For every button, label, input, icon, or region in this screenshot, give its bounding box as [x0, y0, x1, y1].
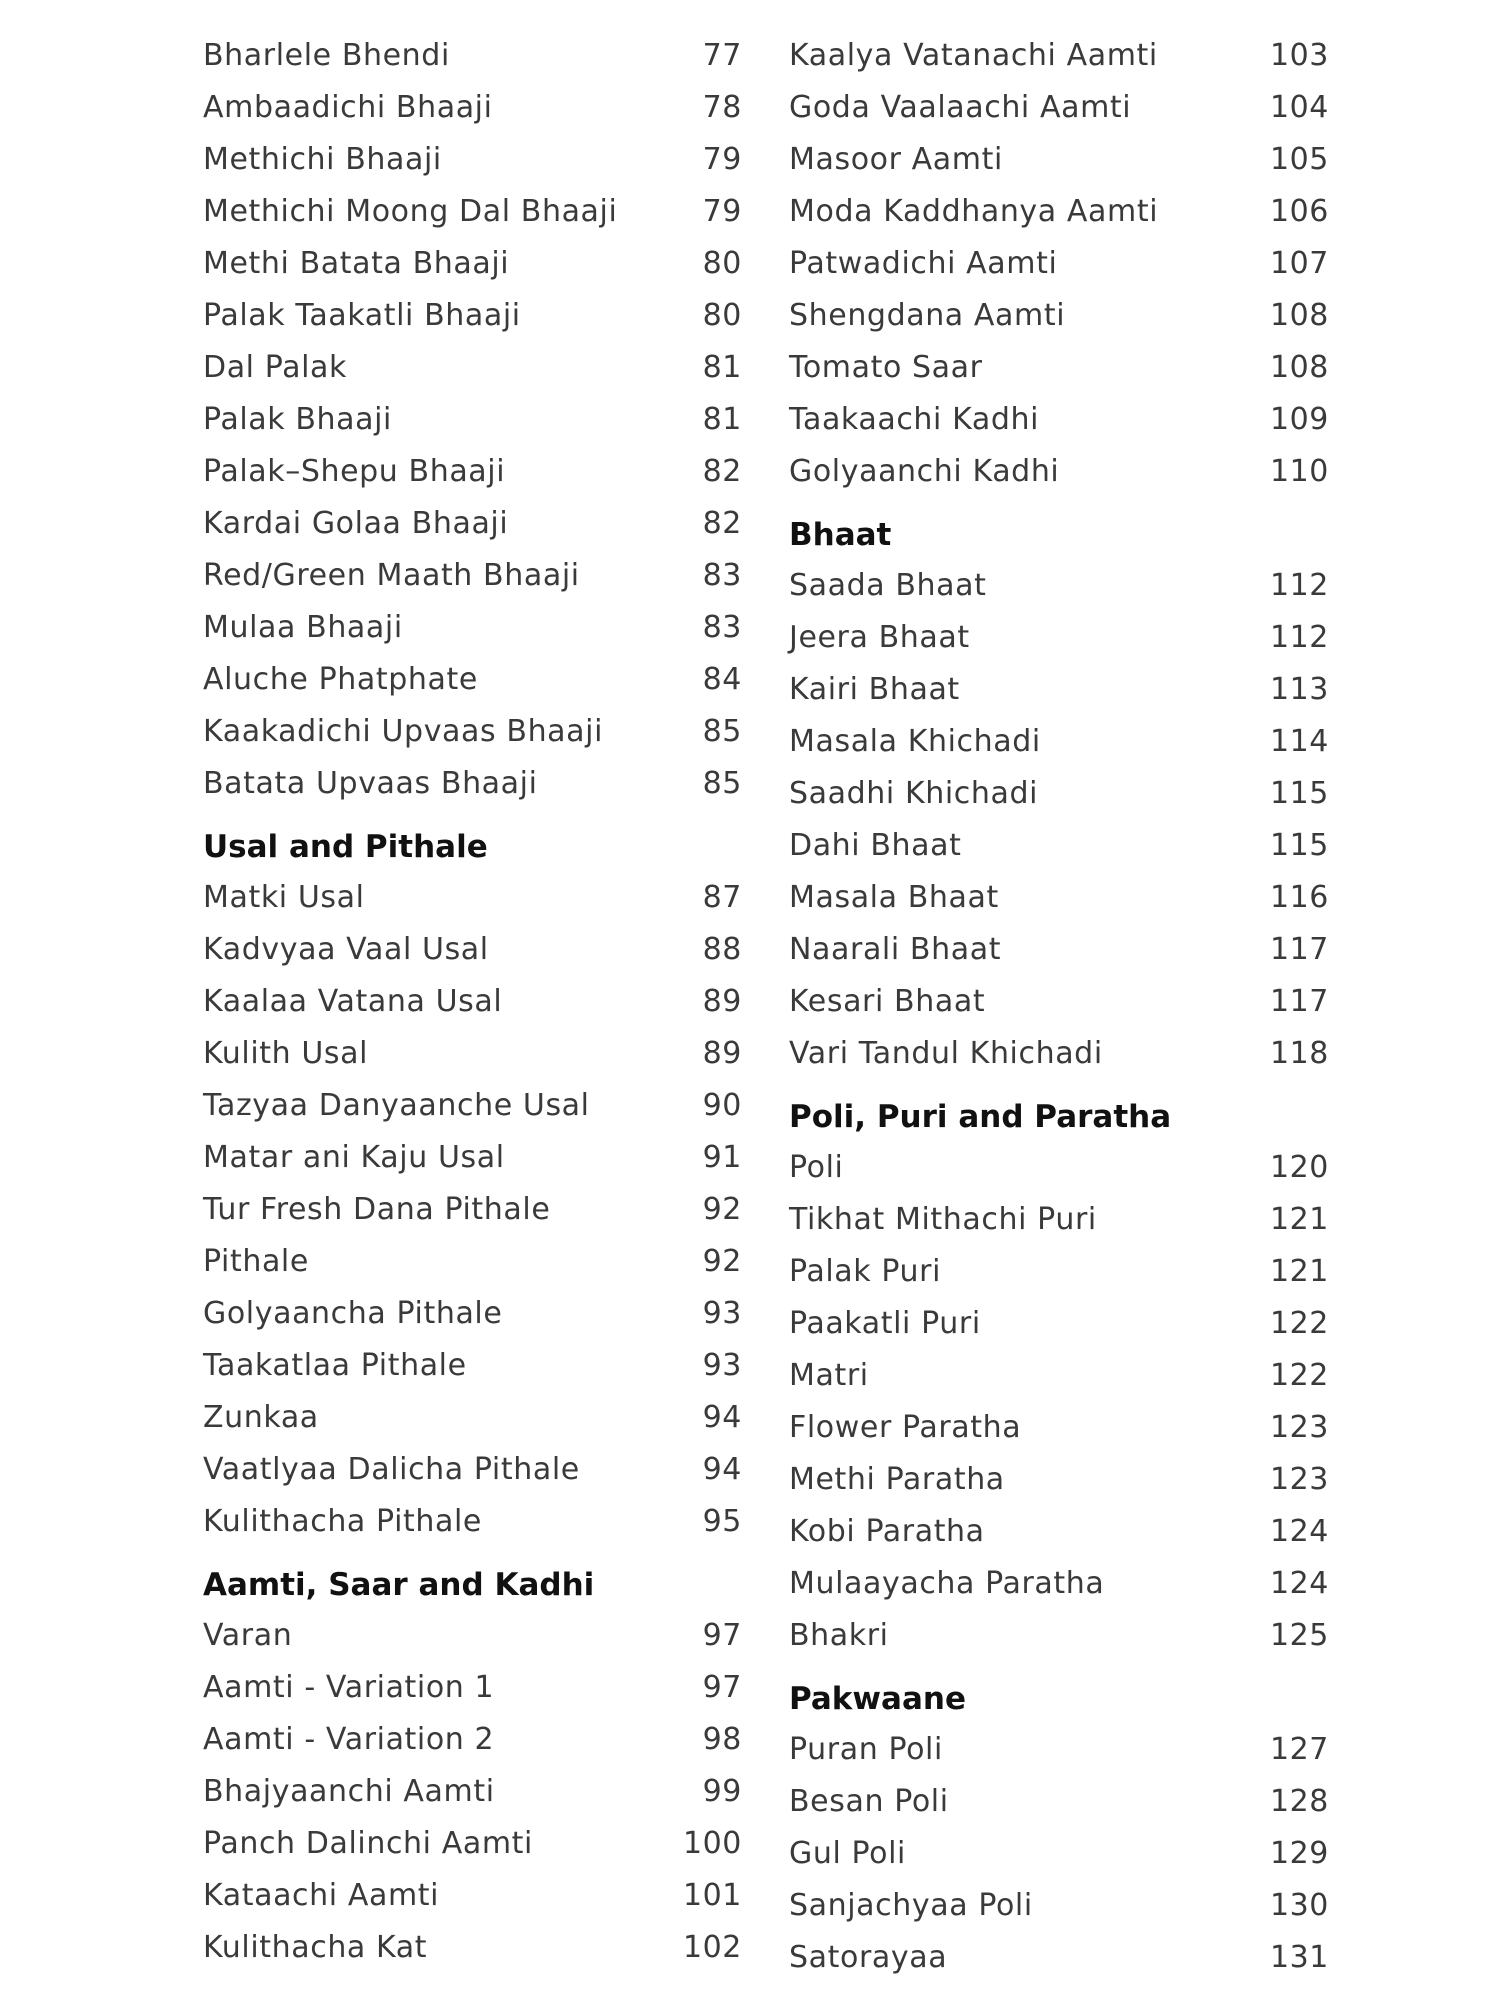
- toc-entry: [203, 1870, 743, 1922]
- page-number: 91: [702, 1140, 742, 1175]
- recipe-title: Mulaayacha Paratha: [789, 1566, 1105, 1601]
- recipe-title: Methichi Bhaaji: [203, 142, 442, 177]
- recipe-title: Tikhat Mithachi Puri: [789, 1202, 1097, 1237]
- recipe-title: Puran Poli: [789, 1732, 943, 1767]
- toc-entry: [203, 342, 743, 394]
- page-number: 128: [1269, 1784, 1329, 1819]
- page-number: 98: [702, 1722, 742, 1757]
- toc-entry: [203, 446, 743, 498]
- recipe-title: Mulaa Bhaaji: [203, 610, 403, 645]
- toc-entry: [789, 976, 1329, 1028]
- page-number: 88: [702, 932, 742, 967]
- page-number: 78: [702, 90, 742, 125]
- toc-entry: [203, 1662, 743, 1714]
- recipe-title: Kobi Paratha: [789, 1514, 985, 1549]
- page-number: 114: [1269, 724, 1329, 759]
- toc-entry: [789, 134, 1329, 186]
- recipe-title: Goda Vaalaachi Aamti: [789, 90, 1132, 125]
- recipe-title: Aamti - Variation 2: [203, 1722, 495, 1757]
- recipe-title: Kairi Bhaat: [789, 672, 960, 707]
- toc-entry: [789, 768, 1329, 820]
- toc-entry: [203, 1236, 743, 1288]
- page-number: 85: [702, 714, 742, 749]
- recipe-title: Besan Poli: [789, 1784, 949, 1819]
- toc-entry: [203, 976, 743, 1028]
- toc-entry: [203, 758, 743, 810]
- page-number: 110: [1269, 454, 1329, 489]
- toc-entry: [789, 446, 1329, 498]
- page-number: 82: [702, 454, 742, 489]
- page-number: 80: [702, 246, 742, 281]
- recipe-title: Panch Dalinchi Aamti: [203, 1826, 533, 1861]
- toc-entry: [203, 1080, 743, 1132]
- toc-entry: [789, 1506, 1329, 1558]
- recipe-title: Palak Taakatli Bhaaji: [203, 298, 521, 333]
- recipe-title: Tazyaa Danyaanche Usal: [203, 1088, 590, 1123]
- recipe-title: Batata Upvaas Bhaaji: [203, 766, 538, 801]
- toc-entry: [789, 716, 1329, 768]
- recipe-title: Paakatli Puri: [789, 1306, 981, 1341]
- recipe-title: Kardai Golaa Bhaaji: [203, 506, 509, 541]
- recipe-title: Saadhi Khichadi: [789, 776, 1039, 811]
- toc-entry: [203, 924, 743, 976]
- toc-entry: [789, 1298, 1329, 1350]
- recipe-title: Dal Palak: [203, 350, 347, 385]
- page-number: 81: [702, 350, 742, 385]
- toc-entry: [789, 612, 1329, 664]
- page-number: 125: [1269, 1618, 1329, 1653]
- recipe-title: Kaakadichi Upvaas Bhaaji: [203, 714, 604, 749]
- page-number: 89: [702, 984, 742, 1019]
- page-number: 131: [1269, 1940, 1329, 1975]
- page-number: 77: [702, 38, 742, 73]
- recipe-title: Bharlele Bhendi: [203, 38, 450, 73]
- recipe-title: Aamti - Variation 1: [203, 1670, 495, 1705]
- toc-entry: [789, 1724, 1329, 1776]
- toc-entry: [789, 342, 1329, 394]
- page-number: 117: [1269, 984, 1329, 1019]
- recipe-title: Kaalya Vatanachi Aamti: [789, 38, 1158, 73]
- page-number: 113: [1269, 672, 1329, 707]
- recipe-title: Flower Paratha: [789, 1410, 1022, 1445]
- toc-entry: [203, 1922, 743, 1974]
- page-number: 94: [702, 1400, 742, 1435]
- recipe-title: Sanjachyaa Poli: [789, 1888, 1033, 1923]
- toc-entry: [203, 602, 743, 654]
- recipe-title: Taakatlaa Pithale: [203, 1348, 467, 1383]
- recipe-title: Kesari Bhaat: [789, 984, 986, 1019]
- toc-entry: [203, 1392, 743, 1444]
- toc-entry: [203, 654, 743, 706]
- toc-entry: [789, 82, 1329, 134]
- page-number: 83: [702, 558, 742, 593]
- page-number: 97: [702, 1670, 742, 1705]
- page-number: 107: [1269, 246, 1329, 281]
- toc-entry: [203, 1184, 743, 1236]
- toc-entry: [789, 924, 1329, 976]
- recipe-title: Palak–Shepu Bhaaji: [203, 454, 506, 489]
- page-number: 101: [682, 1878, 742, 1913]
- recipe-title: Tomato Saar: [789, 350, 983, 385]
- toc-entry: [789, 1932, 1329, 1984]
- page-number: 94: [702, 1452, 742, 1487]
- page-number: 108: [1269, 350, 1329, 385]
- page-number: 81: [702, 402, 742, 437]
- toc-entry: [789, 1880, 1329, 1932]
- page-number: 105: [1269, 142, 1329, 177]
- page-number: 115: [1269, 828, 1329, 863]
- recipe-title: Golyaancha Pithale: [203, 1296, 503, 1331]
- recipe-title: Moda Kaddhanya Aamti: [789, 194, 1159, 229]
- page-number: 118: [1269, 1036, 1329, 1071]
- recipe-title: Patwadichi Aamti: [789, 246, 1058, 281]
- recipe-title: Ambaadichi Bhaaji: [203, 90, 493, 125]
- page-number: 87: [702, 880, 742, 915]
- toc-entry: [789, 872, 1329, 924]
- page-number: 89: [702, 1036, 742, 1071]
- page-number: 85: [702, 766, 742, 801]
- recipe-title: Masoor Aamti: [789, 142, 1003, 177]
- toc-entry: [789, 238, 1329, 290]
- toc-entry: [789, 1142, 1329, 1194]
- toc-entry: [203, 1610, 743, 1662]
- toc-entry: [203, 1444, 743, 1496]
- section-heading: Usal and Pithale: [203, 829, 488, 865]
- page-number: 120: [1269, 1150, 1329, 1185]
- page-number: 112: [1269, 568, 1329, 603]
- section-heading: Poli, Puri and Paratha: [789, 1099, 1172, 1135]
- recipe-title: Methi Batata Bhaaji: [203, 246, 510, 281]
- toc-entry: [203, 1132, 743, 1184]
- toc-entry: [789, 1558, 1329, 1610]
- toc-entry: [789, 1828, 1329, 1880]
- page-number: 79: [702, 142, 742, 177]
- toc-entry: [789, 1350, 1329, 1402]
- section-heading: Bhaat: [789, 517, 892, 553]
- page-number: 97: [702, 1618, 742, 1653]
- recipe-title: Pithale: [203, 1244, 309, 1279]
- toc-entry: [203, 1028, 743, 1080]
- toc-entry: [203, 30, 743, 82]
- recipe-title: Varan: [203, 1618, 293, 1653]
- recipe-title: Dahi Bhaat: [789, 828, 962, 863]
- page-number: 116: [1269, 880, 1329, 915]
- toc-entry: [789, 820, 1329, 872]
- toc-entry: [203, 186, 743, 238]
- page-number: 92: [702, 1244, 742, 1279]
- toc-entry: [789, 560, 1329, 612]
- recipe-title: Red/Green Maath Bhaaji: [203, 558, 580, 593]
- page-number: 100: [682, 1826, 742, 1861]
- recipe-title: Aluche Phatphate: [203, 662, 478, 697]
- page-number: 92: [702, 1192, 742, 1227]
- toc-entry: [789, 664, 1329, 716]
- toc-entry: [203, 82, 743, 134]
- toc-entry: [203, 498, 743, 550]
- toc-entry: [789, 1454, 1329, 1506]
- recipe-title: Masala Khichadi: [789, 724, 1041, 759]
- toc-entry: [203, 290, 743, 342]
- toc-left-column: [203, 30, 743, 1974]
- recipe-title: Tur Fresh Dana Pithale: [203, 1192, 551, 1227]
- toc-entry: [789, 1194, 1329, 1246]
- page-number: 103: [1269, 38, 1329, 73]
- recipe-title: Matar ani Kaju Usal: [203, 1140, 505, 1175]
- recipe-title: Matri: [789, 1358, 869, 1393]
- page-number: 129: [1269, 1836, 1329, 1871]
- recipe-title: Naarali Bhaat: [789, 932, 1002, 967]
- toc-entry: [203, 1818, 743, 1870]
- page-number: 82: [702, 506, 742, 541]
- recipe-title: Zunkaa: [203, 1400, 319, 1435]
- recipe-title: Masala Bhaat: [789, 880, 999, 915]
- toc-entry: [203, 872, 743, 924]
- recipe-title: Palak Bhaaji: [203, 402, 392, 437]
- recipe-title: Kulith Usal: [203, 1036, 369, 1071]
- page-number: 124: [1269, 1514, 1329, 1549]
- toc-entry: [203, 1496, 743, 1548]
- recipe-title: Bhakri: [789, 1618, 889, 1653]
- page-number: 95: [702, 1504, 742, 1539]
- recipe-title: Shengdana Aamti: [789, 298, 1066, 333]
- recipe-title: Methi Paratha: [789, 1462, 1005, 1497]
- page-number: 93: [702, 1348, 742, 1383]
- recipe-title: Golyaanchi Kadhi: [789, 454, 1060, 489]
- recipe-title: Saada Bhaat: [789, 568, 987, 603]
- page-number: 117: [1269, 932, 1329, 967]
- page-number: 106: [1269, 194, 1329, 229]
- page-number: 84: [702, 662, 742, 697]
- recipe-title: Taakaachi Kadhi: [789, 402, 1040, 437]
- toc-entry: [789, 1776, 1329, 1828]
- recipe-title: Kulithacha Pithale: [203, 1504, 482, 1539]
- recipe-title: Matki Usal: [203, 880, 365, 915]
- recipe-title: Kulithacha Kat: [203, 1930, 428, 1965]
- page-number: 112: [1269, 620, 1329, 655]
- toc-entry: [789, 186, 1329, 238]
- toc-entry: [203, 134, 743, 186]
- page-number: 99: [702, 1774, 742, 1809]
- toc-entry: [789, 30, 1329, 82]
- recipe-title: Bhajyaanchi Aamti: [203, 1774, 495, 1809]
- toc-entry: [203, 550, 743, 602]
- recipe-title: Vaatlyaa Dalicha Pithale: [203, 1452, 580, 1487]
- section-heading: Pakwaane: [789, 1681, 966, 1717]
- recipe-title: Kataachi Aamti: [203, 1878, 440, 1913]
- toc-entry: [789, 1028, 1329, 1080]
- recipe-title: Jeera Bhaat: [789, 620, 970, 655]
- recipe-title: Poli: [789, 1150, 844, 1185]
- toc-entry: [203, 1714, 743, 1766]
- page-number: 130: [1269, 1888, 1329, 1923]
- toc-entry: [203, 238, 743, 290]
- page-number: 115: [1269, 776, 1329, 811]
- page-number: 102: [682, 1930, 742, 1965]
- recipe-title: Satorayaa: [789, 1940, 948, 1975]
- toc-entry: [789, 1402, 1329, 1454]
- toc-entry: [203, 706, 743, 758]
- recipe-title: Methichi Moong Dal Bhaaji: [203, 194, 618, 229]
- toc-entry: [203, 1288, 743, 1340]
- page-number: 108: [1269, 298, 1329, 333]
- page-number: 104: [1269, 90, 1329, 125]
- page-number: 122: [1269, 1358, 1329, 1393]
- toc-entry: [203, 394, 743, 446]
- page-number: 124: [1269, 1566, 1329, 1601]
- page-number: 93: [702, 1296, 742, 1331]
- toc-entry: [203, 1340, 743, 1392]
- recipe-title: Vari Tandul Khichadi: [789, 1036, 1103, 1071]
- page-number: 90: [702, 1088, 742, 1123]
- page-number: 127: [1269, 1732, 1329, 1767]
- page-number: 79: [702, 194, 742, 229]
- page-number: 121: [1269, 1254, 1329, 1289]
- toc-entry: [789, 394, 1329, 446]
- toc-entry: [203, 1766, 743, 1818]
- page-number: 123: [1269, 1462, 1329, 1497]
- toc-entry: [789, 1246, 1329, 1298]
- toc-entry: [789, 1610, 1329, 1662]
- page-number: 109: [1269, 402, 1329, 437]
- recipe-title: Gul Poli: [789, 1836, 906, 1871]
- page-number: 80: [702, 298, 742, 333]
- page-number: 121: [1269, 1202, 1329, 1237]
- section-heading: Aamti, Saar and Kadhi: [203, 1567, 595, 1603]
- page-number: 83: [702, 610, 742, 645]
- toc-entry: [789, 290, 1329, 342]
- toc-right-column: [789, 30, 1329, 1984]
- page-number: 122: [1269, 1306, 1329, 1341]
- page-number: 123: [1269, 1410, 1329, 1445]
- recipe-title: Kaalaa Vatana Usal: [203, 984, 503, 1019]
- recipe-title: Kadvyaa Vaal Usal: [203, 932, 489, 967]
- recipe-title: Palak Puri: [789, 1254, 942, 1289]
